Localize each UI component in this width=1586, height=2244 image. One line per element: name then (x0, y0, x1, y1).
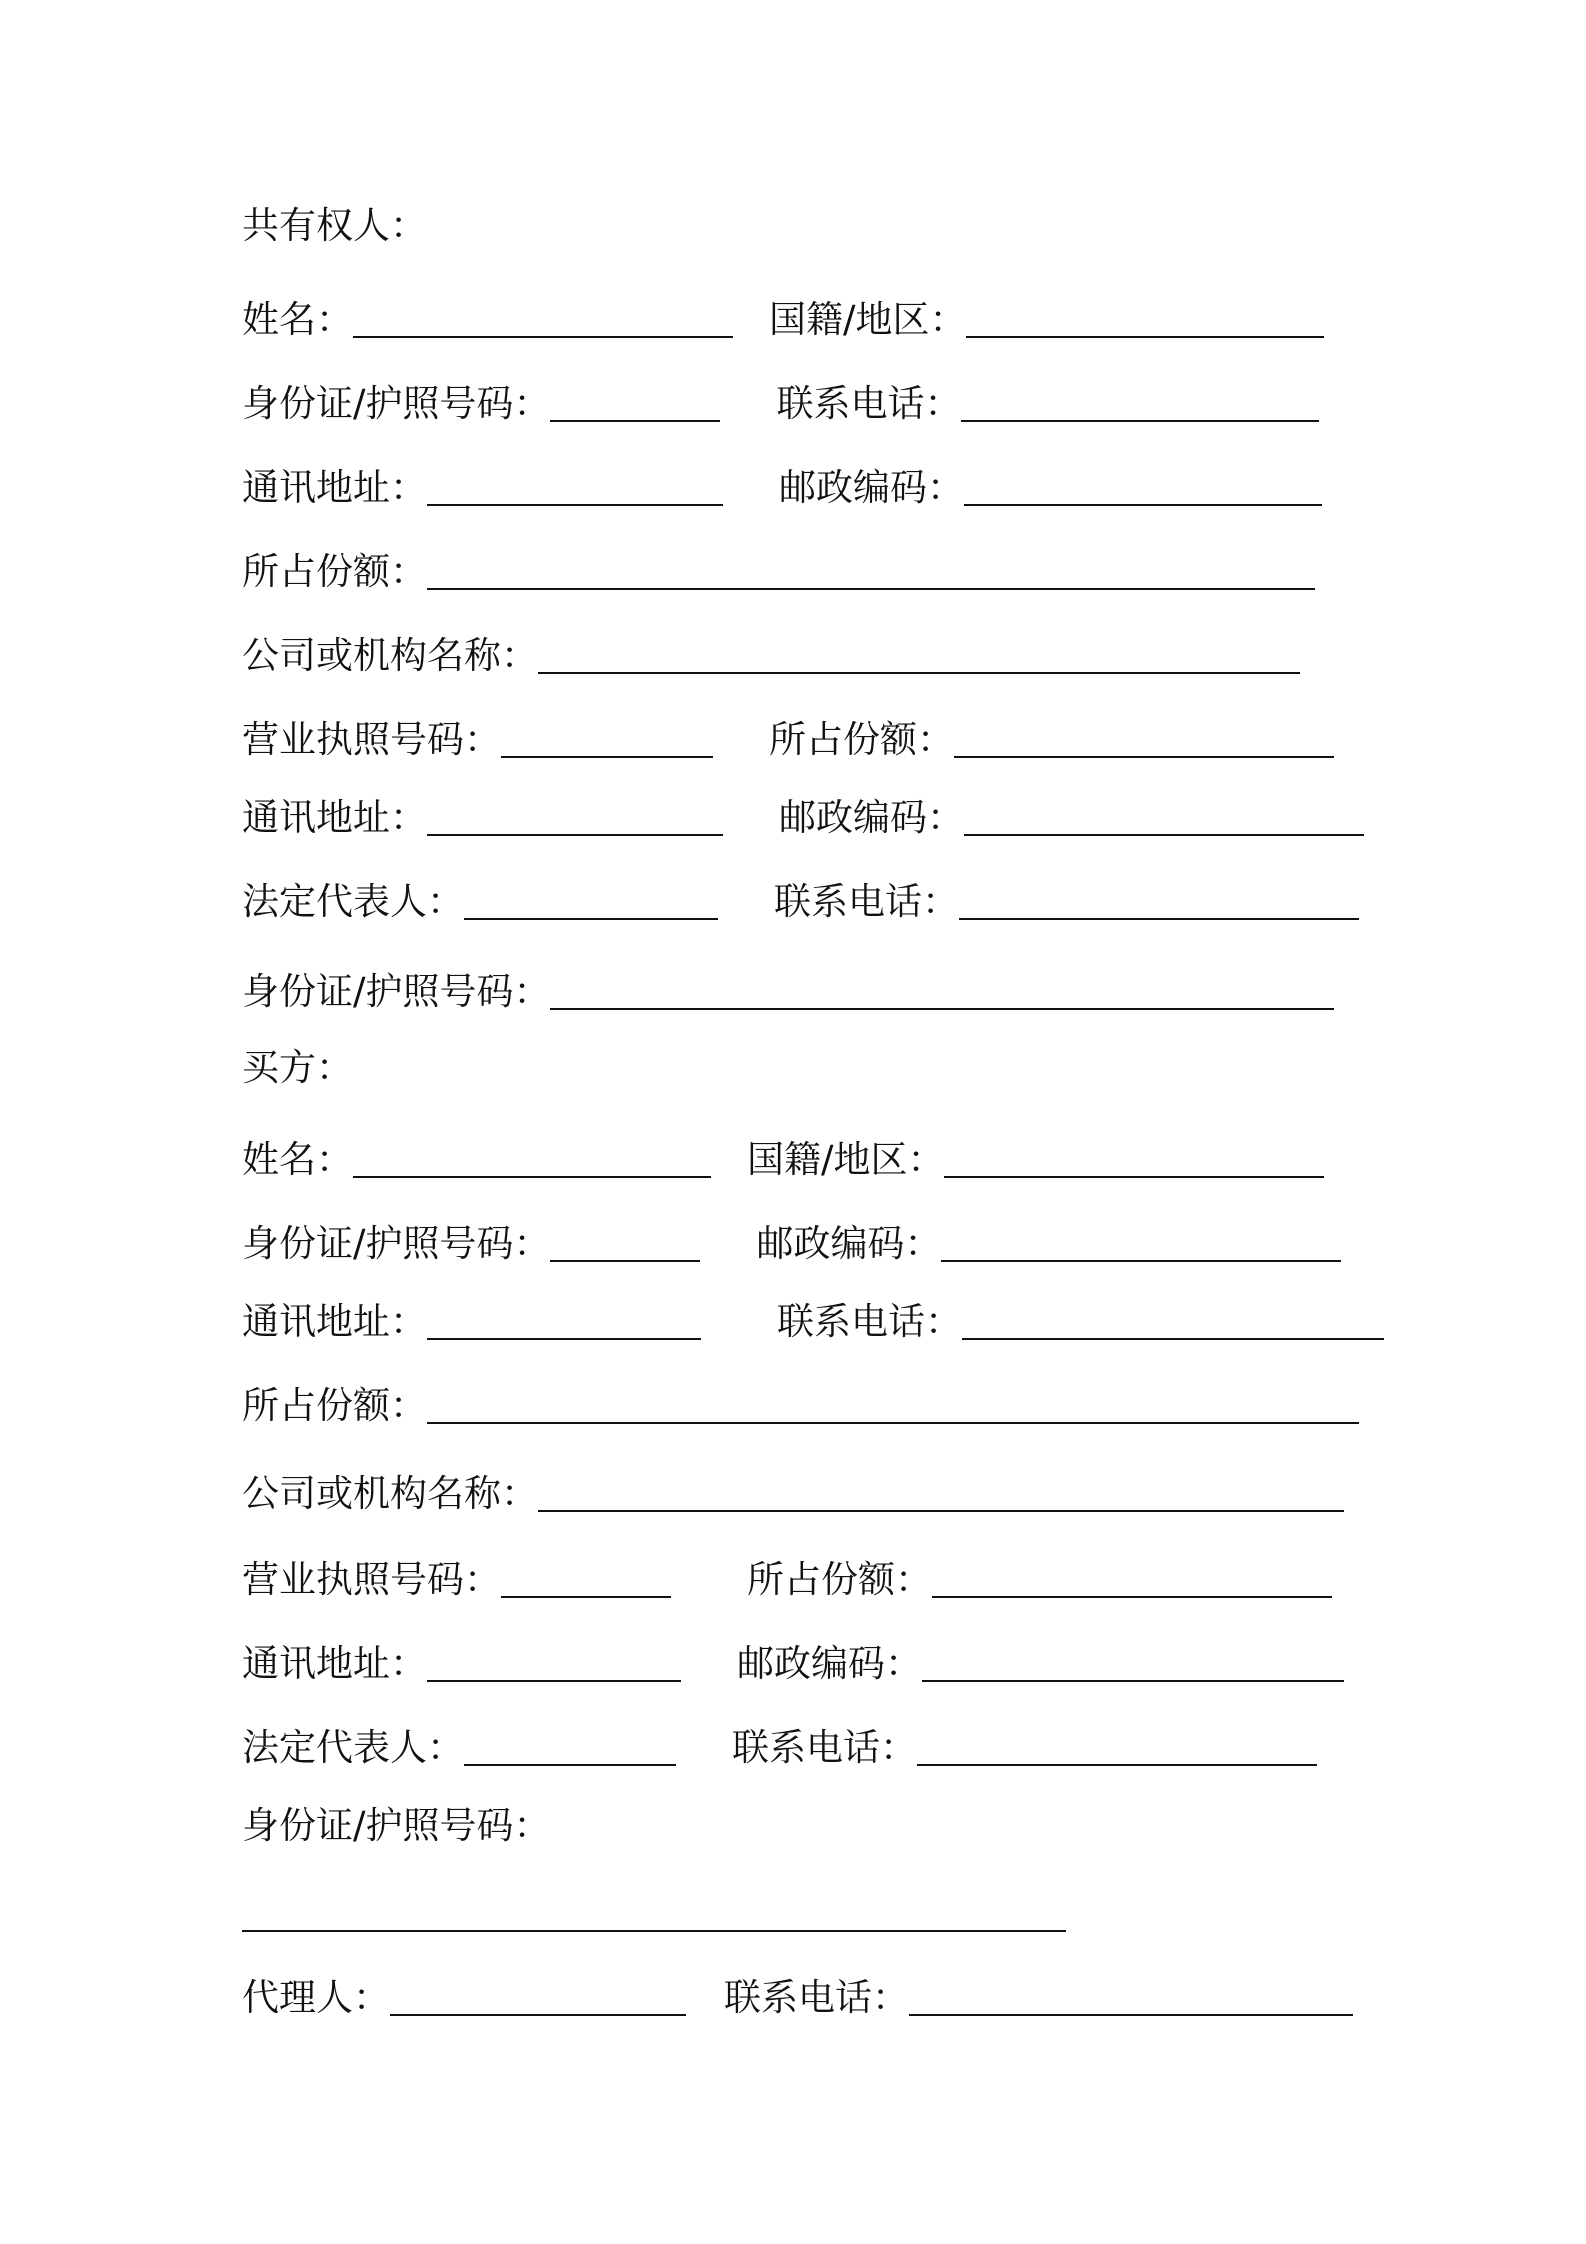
field-label: 国籍/地区： (747, 1138, 945, 1181)
field-label: 姓名： (242, 298, 353, 341)
row-legal-rep-phone (242, 864, 1359, 924)
field-label: 联系电话： (732, 1726, 917, 1769)
field-label: 联系电话： (777, 1300, 962, 1343)
row-license-share (242, 1542, 1332, 1602)
postcode-input-line[interactable] (941, 1256, 1341, 1262)
nationality-input-line[interactable] (966, 332, 1324, 338)
row-id-postcode (242, 1206, 1341, 1266)
legal-representative-input-line[interactable] (464, 1760, 676, 1766)
field-label: 通讯地址： (242, 1642, 427, 1685)
field-label: 身份证/护照号码： (242, 970, 551, 1013)
row-id-number (242, 954, 1334, 1014)
address-input-line[interactable] (427, 1676, 681, 1682)
name-input-line[interactable] (353, 1172, 711, 1178)
field-label: 通讯地址： (242, 796, 427, 839)
row-id-number-label (242, 1788, 550, 1848)
agent-input-line[interactable] (390, 2010, 686, 2016)
postcode-input-line[interactable] (964, 830, 1364, 836)
field-label: 国籍/地区： (769, 298, 967, 341)
id-number-input-line[interactable] (242, 1926, 1066, 1932)
field-label: 所占份额： (242, 550, 427, 593)
row-id-number-blank (242, 1876, 1066, 1936)
share-input-line[interactable] (427, 1418, 1359, 1424)
field-label: 邮政编码： (779, 796, 964, 839)
field-label: 联系电话： (774, 880, 959, 923)
row-id-phone (242, 366, 1319, 426)
share-input-line[interactable] (427, 584, 1315, 590)
field-label: 联系电话： (724, 1976, 909, 2019)
license-number-input-line[interactable] (501, 1592, 671, 1598)
row-license-share (242, 702, 1334, 762)
phone-input-line[interactable] (909, 2010, 1353, 2016)
row-company-name (242, 1456, 1344, 1516)
field-label: 营业执照号码： (242, 718, 501, 761)
row-legal-rep-phone (242, 1710, 1317, 1770)
phone-input-line[interactable] (917, 1760, 1317, 1766)
field-label: 公司或机构名称： (242, 1472, 538, 1515)
license-number-input-line[interactable] (501, 752, 713, 758)
id-number-input-line[interactable] (550, 1256, 700, 1262)
phone-input-line[interactable] (959, 914, 1359, 920)
row-agent-phone (242, 1960, 1353, 2020)
field-label: 营业执照号码： (242, 1558, 501, 1601)
legal-representative-input-line[interactable] (464, 914, 718, 920)
nationality-input-line[interactable] (944, 1172, 1324, 1178)
row-share (242, 1368, 1359, 1428)
field-label: 身份证/护照号码： (242, 1804, 551, 1847)
section-heading-co-owner: 共有权人： (242, 204, 427, 247)
share-input-line[interactable] (932, 1592, 1332, 1598)
field-label: 代理人： (242, 1976, 390, 2019)
field-label: 法定代表人： (242, 1726, 464, 1769)
company-name-input-line[interactable] (538, 668, 1300, 674)
row-share (242, 534, 1315, 594)
phone-input-line[interactable] (961, 416, 1319, 422)
share-input-line[interactable] (954, 752, 1334, 758)
company-name-input-line[interactable] (538, 1506, 1344, 1512)
field-label: 通讯地址： (242, 1300, 427, 1343)
field-label: 公司或机构名称： (242, 634, 538, 677)
address-input-line[interactable] (427, 830, 723, 836)
field-label: 邮政编码： (779, 466, 964, 509)
field-label: 姓名： (242, 1138, 353, 1181)
field-label: 身份证/护照号码： (242, 1222, 551, 1265)
field-label: 法定代表人： (242, 880, 464, 923)
field-label: 邮政编码： (737, 1642, 922, 1685)
field-label: 所占份额： (769, 718, 954, 761)
field-label: 联系电话： (776, 382, 962, 425)
address-input-line[interactable] (427, 1334, 701, 1340)
field-label: 所占份额： (747, 1558, 932, 1601)
section-heading-buyer: 买方： (242, 1046, 353, 1089)
field-label: 身份证/护照号码： (242, 382, 551, 425)
postcode-input-line[interactable] (964, 500, 1322, 506)
row-company-name (242, 618, 1300, 678)
row-name-nationality (242, 1122, 1324, 1182)
postcode-input-line[interactable] (922, 1676, 1344, 1682)
name-input-line[interactable] (353, 332, 733, 338)
row-address-postcode (242, 1626, 1344, 1686)
field-label: 通讯地址： (242, 466, 427, 509)
row-address-postcode (242, 450, 1322, 510)
row-address-phone (242, 1284, 1384, 1344)
phone-input-line[interactable] (962, 1334, 1384, 1340)
field-label: 邮政编码： (756, 1222, 942, 1265)
id-number-input-line[interactable] (550, 416, 720, 422)
address-input-line[interactable] (427, 500, 723, 506)
row-name-nationality (242, 282, 1324, 342)
field-label: 所占份额： (242, 1384, 427, 1427)
row-address-postcode (242, 780, 1364, 840)
id-number-input-line[interactable] (550, 1004, 1334, 1010)
